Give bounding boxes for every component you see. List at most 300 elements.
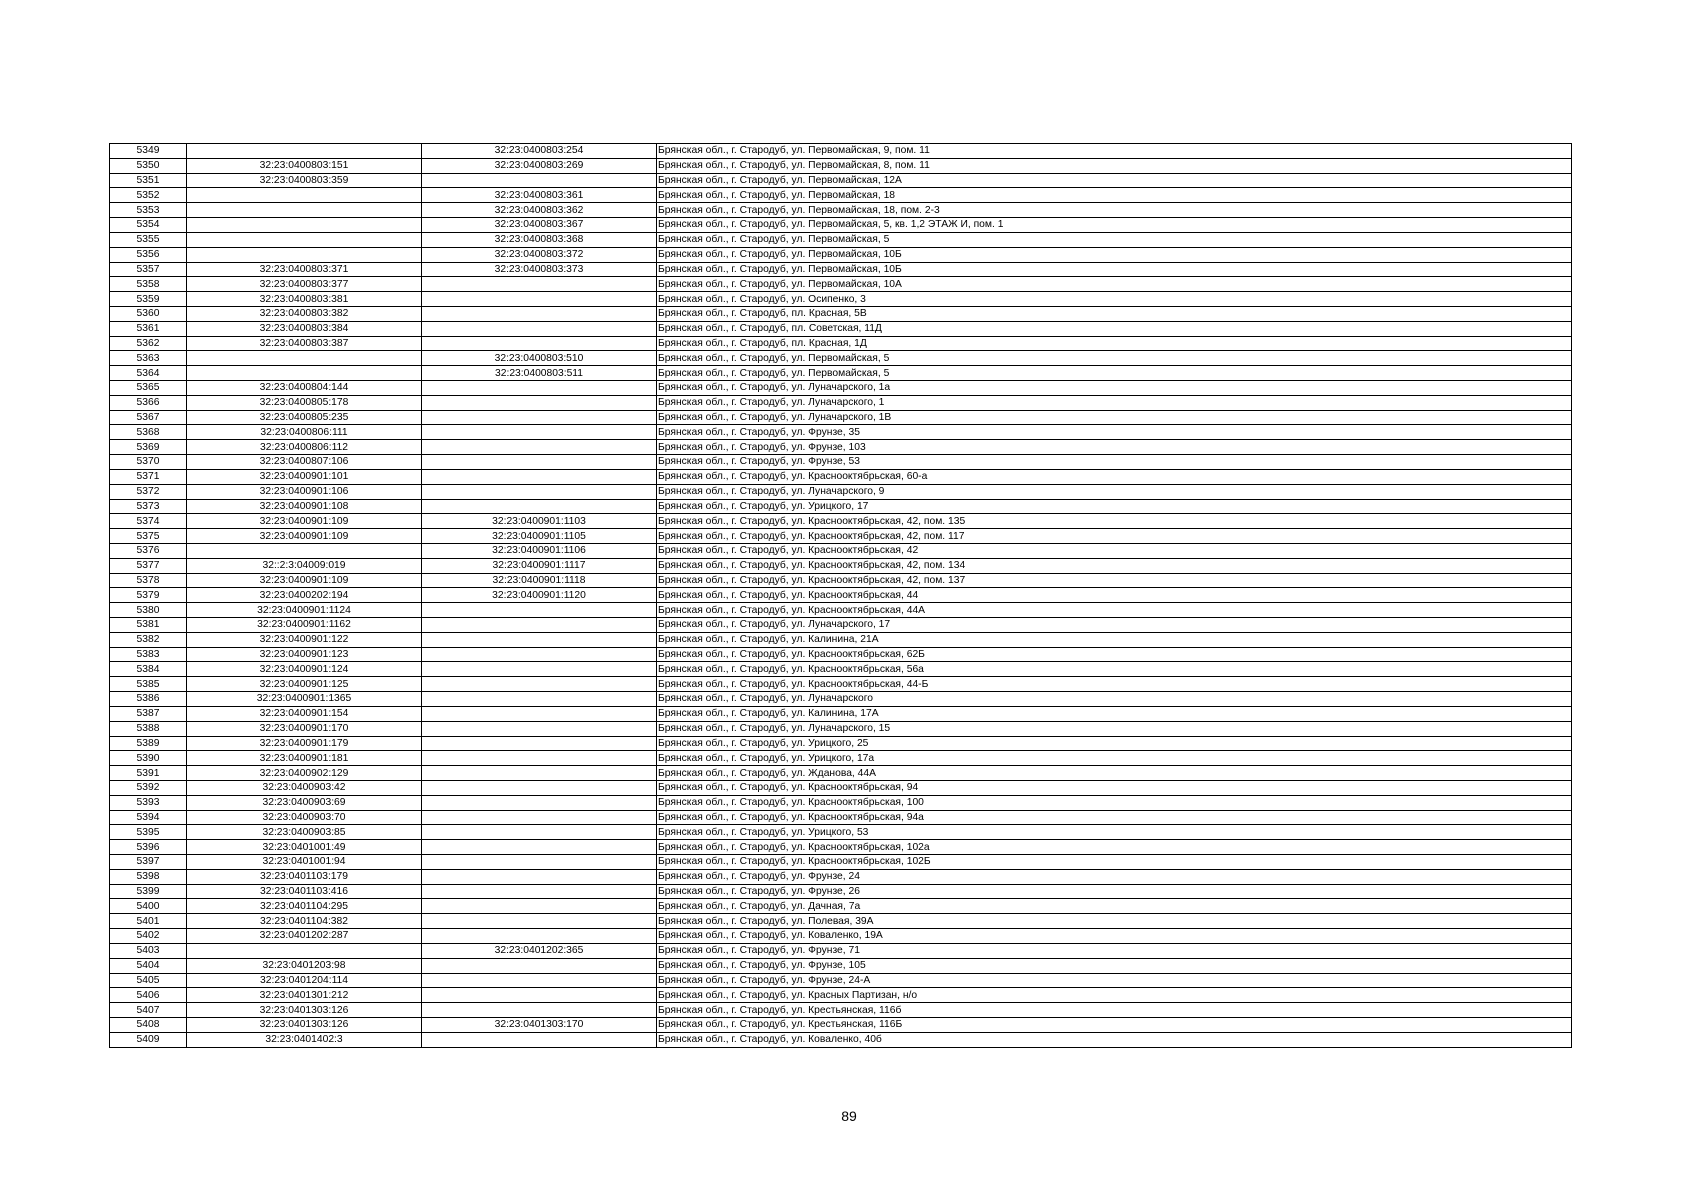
table-row [110, 232, 1572, 247]
cadastral-number-cell: 32:23:0401203:98 [187, 958, 422, 973]
cadastral-number-cell: 32:23:0400804:144 [187, 381, 422, 396]
related-cadastral-number-cell [422, 455, 657, 470]
cadastral-number-cell [187, 218, 422, 233]
cadastral-number-cell: 32:23:0400803:151 [187, 158, 422, 173]
table-row [110, 869, 1572, 884]
table-row [110, 1017, 1572, 1032]
cadastral-number-cell: 32:23:0400903:85 [187, 825, 422, 840]
cadastral-number-cell: 32:23:0400901:125 [187, 677, 422, 692]
related-cadastral-number-cell [422, 632, 657, 647]
table-row [110, 218, 1572, 233]
row-number-cell: 5408 [110, 1017, 187, 1032]
cadastral-number-cell: 32:23:0401103:179 [187, 869, 422, 884]
table-row [110, 736, 1572, 751]
address-cell: Брянская обл., г. Стародуб, ул. Луначарского, 1а [657, 381, 1572, 396]
related-cadastral-number-cell: 32:23:0400803:510 [422, 351, 657, 366]
cadastral-number-cell [187, 543, 422, 558]
row-number-cell: 5394 [110, 810, 187, 825]
cadastral-number-cell: 32:23:0400901:1365 [187, 692, 422, 707]
related-cadastral-number-cell: 32:23:0401303:170 [422, 1017, 657, 1032]
table-row [110, 514, 1572, 529]
table-row [110, 499, 1572, 514]
table-row [110, 1032, 1572, 1047]
row-number-cell: 5399 [110, 884, 187, 899]
cadastral-number-cell: 32:23:0401301:212 [187, 988, 422, 1003]
address-cell: Брянская обл., г. Стародуб, ул. Первомайская, 12А [657, 173, 1572, 188]
address-cell: Брянская обл., г. Стародуб, ул. Первомайская, 5 [657, 366, 1572, 381]
table-row [110, 351, 1572, 366]
cadastral-number-cell: 32:23:0400901:154 [187, 706, 422, 721]
address-cell: Брянская обл., г. Стародуб, ул. Луначарского, 1В [657, 410, 1572, 425]
related-cadastral-number-cell [422, 425, 657, 440]
cadastral-number-cell: 32:23:0400903:69 [187, 795, 422, 810]
related-cadastral-number-cell [422, 395, 657, 410]
address-cell: Брянская обл., г. Стародуб, ул. Фрунзе, 103 [657, 440, 1572, 455]
address-cell: Брянская обл., г. Стародуб, ул. Полевая, 39А [657, 914, 1572, 929]
cadastral-number-cell: 32:23:0400803:382 [187, 306, 422, 321]
cadastral-number-cell: 32:23:0400901:1162 [187, 618, 422, 633]
cadastral-number-cell [187, 203, 422, 218]
row-number-cell: 5367 [110, 410, 187, 425]
related-cadastral-number-cell [422, 884, 657, 899]
cadastral-number-cell: 32:23:0400202:194 [187, 588, 422, 603]
cadastral-number-cell: 32:23:0400901:109 [187, 529, 422, 544]
row-number-cell: 5391 [110, 766, 187, 781]
related-cadastral-number-cell [422, 603, 657, 618]
table-row [110, 780, 1572, 795]
related-cadastral-number-cell [422, 173, 657, 188]
cadastral-number-cell [187, 144, 422, 159]
row-number-cell: 5349 [110, 144, 187, 159]
row-number-cell: 5406 [110, 988, 187, 1003]
cadastral-number-cell: 32:23:0400901:170 [187, 721, 422, 736]
table-row [110, 647, 1572, 662]
address-cell: Брянская обл., г. Стародуб, ул. Урицкого, 17 [657, 499, 1572, 514]
row-number-cell: 5403 [110, 943, 187, 958]
address-cell: Брянская обл., г. Стародуб, ул. Краснооктябрьская, 60-а [657, 469, 1572, 484]
table-row [110, 203, 1572, 218]
cadastral-number-cell: 32:23:0400901:109 [187, 573, 422, 588]
cadastral-number-cell: 32:23:0400901:1124 [187, 603, 422, 618]
cadastral-number-cell: 32:23:0401104:295 [187, 899, 422, 914]
table-row [110, 410, 1572, 425]
related-cadastral-number-cell: 32:23:0400803:254 [422, 144, 657, 159]
address-cell: Брянская обл., г. Стародуб, ул. Краснооктябрьская, 42, пом. 135 [657, 514, 1572, 529]
related-cadastral-number-cell [422, 440, 657, 455]
related-cadastral-number-cell: 32:23:0400803:269 [422, 158, 657, 173]
related-cadastral-number-cell [422, 692, 657, 707]
cadastral-number-cell: 32:23:0400805:178 [187, 395, 422, 410]
table-row [110, 588, 1572, 603]
address-cell: Брянская обл., г. Стародуб, ул. Фрунзе, 53 [657, 455, 1572, 470]
related-cadastral-number-cell [422, 988, 657, 1003]
address-cell: Брянская обл., г. Стародуб, ул. Крестьянская, 116б [657, 1003, 1572, 1018]
address-cell: Брянская обл., г. Стародуб, ул. Краснооктябрьская, 102а [657, 840, 1572, 855]
cadastral-number-cell [187, 247, 422, 262]
cadastral-number-cell: 32:23:0400805:235 [187, 410, 422, 425]
table-row [110, 558, 1572, 573]
cadastral-number-cell: 32:23:0400901:101 [187, 469, 422, 484]
table-row [110, 366, 1572, 381]
related-cadastral-number-cell: 32:23:0400803:511 [422, 366, 657, 381]
related-cadastral-number-cell: 32:23:0400901:1118 [422, 573, 657, 588]
cadastral-number-cell: 32:23:0400902:129 [187, 766, 422, 781]
related-cadastral-number-cell [422, 1003, 657, 1018]
table-row [110, 855, 1572, 870]
table-row [110, 484, 1572, 499]
cadastral-number-cell: 32:23:0400901:179 [187, 736, 422, 751]
row-number-cell: 5390 [110, 751, 187, 766]
related-cadastral-number-cell [422, 958, 657, 973]
row-number-cell: 5352 [110, 188, 187, 203]
related-cadastral-number-cell: 32:23:0400901:1105 [422, 529, 657, 544]
address-cell: Брянская обл., г. Стародуб, ул. Краснооктябрьская, 100 [657, 795, 1572, 810]
row-number-cell: 5396 [110, 840, 187, 855]
cadastral-number-cell: 32:23:0400901:109 [187, 514, 422, 529]
related-cadastral-number-cell [422, 618, 657, 633]
table-row [110, 1003, 1572, 1018]
related-cadastral-number-cell: 32:23:0401202:365 [422, 943, 657, 958]
related-cadastral-number-cell [422, 973, 657, 988]
row-number-cell: 5398 [110, 869, 187, 884]
related-cadastral-number-cell [422, 780, 657, 795]
related-cadastral-number-cell [422, 381, 657, 396]
related-cadastral-number-cell [422, 840, 657, 855]
cadastral-number-cell: 32:23:0400901:181 [187, 751, 422, 766]
related-cadastral-number-cell: 32:23:0400803:361 [422, 188, 657, 203]
table-row [110, 825, 1572, 840]
row-number-cell: 5362 [110, 336, 187, 351]
table-row [110, 321, 1572, 336]
table-row [110, 840, 1572, 855]
row-number-cell: 5374 [110, 514, 187, 529]
row-number-cell: 5359 [110, 292, 187, 307]
address-cell: Брянская обл., г. Стародуб, ул. Луначарского, 17 [657, 618, 1572, 633]
row-number-cell: 5354 [110, 218, 187, 233]
related-cadastral-number-cell [422, 484, 657, 499]
cadastral-number-cell: 32:23:0400901:124 [187, 662, 422, 677]
table-row [110, 810, 1572, 825]
cadastral-number-cell: 32:23:0401103:416 [187, 884, 422, 899]
address-cell: Брянская обл., г. Стародуб, пл. Красная, 5В [657, 306, 1572, 321]
cadastral-number-cell: 32:23:0400901:108 [187, 499, 422, 514]
table-row [110, 543, 1572, 558]
table-row [110, 884, 1572, 899]
row-number-cell: 5389 [110, 736, 187, 751]
cadastral-number-cell: 32:23:0400806:111 [187, 425, 422, 440]
table-row [110, 381, 1572, 396]
address-cell: Брянская обл., г. Стародуб, ул. Первомайская, 5 [657, 232, 1572, 247]
address-cell: Брянская обл., г. Стародуб, ул. Коваленко, 19А [657, 929, 1572, 944]
table-row [110, 455, 1572, 470]
row-number-cell: 5387 [110, 706, 187, 721]
table-row [110, 766, 1572, 781]
related-cadastral-number-cell [422, 677, 657, 692]
related-cadastral-number-cell [422, 766, 657, 781]
table-row [110, 973, 1572, 988]
address-cell: Брянская обл., г. Стародуб, ул. Луначарского, 15 [657, 721, 1572, 736]
row-number-cell: 5360 [110, 306, 187, 321]
row-number-cell: 5376 [110, 543, 187, 558]
address-cell: Брянская обл., г. Стародуб, ул. Коваленко, 40б [657, 1032, 1572, 1047]
related-cadastral-number-cell [422, 825, 657, 840]
related-cadastral-number-cell [422, 277, 657, 292]
address-cell: Брянская обл., г. Стародуб, ул. Краснооктябрьская, 102Б [657, 855, 1572, 870]
address-cell: Брянская обл., г. Стародуб, ул. Первомайская, 10Б [657, 262, 1572, 277]
table-row [110, 692, 1572, 707]
address-cell: Брянская обл., г. Стародуб, ул. Краснооктябрьская, 42, пом. 137 [657, 573, 1572, 588]
cadastral-number-cell: 32:23:0400803:384 [187, 321, 422, 336]
address-cell: Брянская обл., г. Стародуб, ул. Краснооктябрьская, 44 [657, 588, 1572, 603]
address-cell: Брянская обл., г. Стародуб, ул. Первомайская, 10Б [657, 247, 1572, 262]
table-row [110, 440, 1572, 455]
row-number-cell: 5366 [110, 395, 187, 410]
address-cell: Брянская обл., г. Стародуб, ул. Краснооктябрьская, 42 [657, 543, 1572, 558]
row-number-cell: 5382 [110, 632, 187, 647]
address-cell: Брянская обл., г. Стародуб, ул. Первомайская, 5, кв. 1,2 ЭТАЖ И, пом. 1 [657, 218, 1572, 233]
table-row [110, 306, 1572, 321]
row-number-cell: 5351 [110, 173, 187, 188]
cadastral-number-cell: 32:23:0401303:126 [187, 1003, 422, 1018]
address-cell: Брянская обл., г. Стародуб, ул. Крестьянская, 116Б [657, 1017, 1572, 1032]
address-cell: Брянская обл., г. Стародуб, ул. Краснооктябрьская, 42, пом. 134 [657, 558, 1572, 573]
cadastral-number-cell: 32:23:0400803:387 [187, 336, 422, 351]
related-cadastral-number-cell [422, 306, 657, 321]
related-cadastral-number-cell [422, 795, 657, 810]
row-number-cell: 5378 [110, 573, 187, 588]
table-row [110, 988, 1572, 1003]
cadastral-number-cell [187, 351, 422, 366]
table-row [110, 247, 1572, 262]
cadastral-number-cell: 32:23:0401202:287 [187, 929, 422, 944]
table-row [110, 573, 1572, 588]
row-number-cell: 5407 [110, 1003, 187, 1018]
table-row [110, 144, 1572, 159]
row-number-cell: 5369 [110, 440, 187, 455]
row-number-cell: 5373 [110, 499, 187, 514]
address-cell: Брянская обл., г. Стародуб, ул. Первомайская, 9, пом. 11 [657, 144, 1572, 159]
address-cell: Брянская обл., г. Стародуб, ул. Краснооктябрьская, 62Б [657, 647, 1572, 662]
row-number-cell: 5363 [110, 351, 187, 366]
cadastral-number-cell: 32:23:0400901:106 [187, 484, 422, 499]
related-cadastral-number-cell [422, 1032, 657, 1047]
cadastral-number-cell: 32:23:0400806:112 [187, 440, 422, 455]
related-cadastral-number-cell [422, 336, 657, 351]
table-row [110, 277, 1572, 292]
table-row [110, 336, 1572, 351]
row-number-cell: 5372 [110, 484, 187, 499]
row-number-cell: 5356 [110, 247, 187, 262]
page-number: 89 [841, 1108, 857, 1124]
cadastral-number-cell: 32:23:0401204:114 [187, 973, 422, 988]
table-row [110, 929, 1572, 944]
table-row [110, 188, 1572, 203]
row-number-cell: 5364 [110, 366, 187, 381]
table-row [110, 677, 1572, 692]
row-number-cell: 5358 [110, 277, 187, 292]
related-cadastral-number-cell [422, 929, 657, 944]
cadastral-number-cell: 32:23:0400901:123 [187, 647, 422, 662]
address-cell: Брянская обл., г. Стародуб, ул. Фрунзе, 35 [657, 425, 1572, 440]
cadastral-number-cell [187, 188, 422, 203]
address-cell: Брянская обл., г. Стародуб, ул. Луначарского [657, 692, 1572, 707]
address-cell: Брянская обл., г. Стародуб, ул. Красных Партизан, н/о [657, 988, 1572, 1003]
row-number-cell: 5383 [110, 647, 187, 662]
row-number-cell: 5405 [110, 973, 187, 988]
related-cadastral-number-cell [422, 751, 657, 766]
address-cell: Брянская обл., г. Стародуб, ул. Луначарского, 1 [657, 395, 1572, 410]
table-row [110, 158, 1572, 173]
row-number-cell: 5377 [110, 558, 187, 573]
cadastral-number-cell: 32::2:3:04009:019 [187, 558, 422, 573]
address-cell: Брянская обл., г. Стародуб, ул. Урицкого, 17а [657, 751, 1572, 766]
related-cadastral-number-cell: 32:23:0400901:1117 [422, 558, 657, 573]
table-row [110, 603, 1572, 618]
table-row [110, 173, 1572, 188]
address-cell: Брянская обл., г. Стародуб, ул. Первомайская, 10А [657, 277, 1572, 292]
cadastral-number-cell: 32:23:0400803:371 [187, 262, 422, 277]
related-cadastral-number-cell [422, 647, 657, 662]
address-cell: Брянская обл., г. Стародуб, ул. Фрунзе, 71 [657, 943, 1572, 958]
table-row [110, 262, 1572, 277]
address-cell: Брянская обл., г. Стародуб, ул. Первомайская, 18 [657, 188, 1572, 203]
related-cadastral-number-cell [422, 855, 657, 870]
row-number-cell: 5355 [110, 232, 187, 247]
table-row [110, 292, 1572, 307]
cadastral-number-cell [187, 366, 422, 381]
table-row [110, 632, 1572, 647]
related-cadastral-number-cell [422, 410, 657, 425]
table-row [110, 469, 1572, 484]
address-cell: Брянская обл., г. Стародуб, пл. Советская, 11Д [657, 321, 1572, 336]
table-row [110, 899, 1572, 914]
address-cell: Брянская обл., г. Стародуб, ул. Урицкого, 25 [657, 736, 1572, 751]
cadastral-number-cell: 32:23:0401001:94 [187, 855, 422, 870]
cadastral-number-cell: 32:23:0401104:382 [187, 914, 422, 929]
cadastral-number-cell: 32:23:0400903:70 [187, 810, 422, 825]
row-number-cell: 5381 [110, 618, 187, 633]
related-cadastral-number-cell [422, 810, 657, 825]
row-number-cell: 5375 [110, 529, 187, 544]
address-cell: Брянская обл., г. Стародуб, ул. Первомайская, 18, пом. 2-3 [657, 203, 1572, 218]
row-number-cell: 5397 [110, 855, 187, 870]
address-cell: Брянская обл., г. Стародуб, ул. Краснооктябрьская, 42, пом. 117 [657, 529, 1572, 544]
address-cell: Брянская обл., г. Стародуб, ул. Краснооктябрьская, 44А [657, 603, 1572, 618]
related-cadastral-number-cell: 32:23:0400901:1106 [422, 543, 657, 558]
address-cell: Брянская обл., г. Стародуб, ул. Калинина, 21А [657, 632, 1572, 647]
cadastral-number-cell: 32:23:0400901:122 [187, 632, 422, 647]
row-number-cell: 5379 [110, 588, 187, 603]
cadastral-number-cell [187, 943, 422, 958]
address-cell: Брянская обл., г. Стародуб, ул. Луначарского, 9 [657, 484, 1572, 499]
table-row [110, 618, 1572, 633]
row-number-cell: 5357 [110, 262, 187, 277]
row-number-cell: 5384 [110, 662, 187, 677]
row-number-cell: 5380 [110, 603, 187, 618]
related-cadastral-number-cell: 32:23:0400803:362 [422, 203, 657, 218]
cadastral-number-cell: 32:23:0401402:3 [187, 1032, 422, 1047]
address-cell: Брянская обл., г. Стародуб, ул. Жданова, 44А [657, 766, 1572, 781]
table-row [110, 706, 1572, 721]
related-cadastral-number-cell [422, 721, 657, 736]
address-cell: Брянская обл., г. Стародуб, ул. Фрунзе, 24-А [657, 973, 1572, 988]
related-cadastral-number-cell: 32:23:0400803:373 [422, 262, 657, 277]
address-cell: Брянская обл., г. Стародуб, ул. Первомайская, 5 [657, 351, 1572, 366]
cadastral-number-cell: 32:23:0400807:106 [187, 455, 422, 470]
register-table-body [110, 144, 1572, 1048]
table-row [110, 958, 1572, 973]
address-cell: Брянская обл., г. Стародуб, ул. Урицкого, 53 [657, 825, 1572, 840]
related-cadastral-number-cell: 32:23:0400901:1120 [422, 588, 657, 603]
related-cadastral-number-cell [422, 662, 657, 677]
row-number-cell: 5385 [110, 677, 187, 692]
row-number-cell: 5409 [110, 1032, 187, 1047]
row-number-cell: 5386 [110, 692, 187, 707]
related-cadastral-number-cell: 32:23:0400901:1103 [422, 514, 657, 529]
related-cadastral-number-cell [422, 736, 657, 751]
cadastral-number-cell: 32:23:0400803:359 [187, 173, 422, 188]
address-cell: Брянская обл., г. Стародуб, ул. Первомайская, 8, пом. 11 [657, 158, 1572, 173]
row-number-cell: 5388 [110, 721, 187, 736]
row-number-cell: 5392 [110, 780, 187, 795]
table-row [110, 425, 1572, 440]
row-number-cell: 5365 [110, 381, 187, 396]
related-cadastral-number-cell [422, 499, 657, 514]
table-row [110, 662, 1572, 677]
address-cell: Брянская обл., г. Стародуб, ул. Краснооктябрьская, 94 [657, 780, 1572, 795]
related-cadastral-number-cell [422, 869, 657, 884]
address-cell: Брянская обл., г. Стародуб, ул. Краснооктябрьская, 94а [657, 810, 1572, 825]
table-row [110, 721, 1572, 736]
cadastral-number-cell: 32:23:0400903:42 [187, 780, 422, 795]
table-row [110, 795, 1572, 810]
related-cadastral-number-cell [422, 914, 657, 929]
related-cadastral-number-cell [422, 321, 657, 336]
row-number-cell: 5368 [110, 425, 187, 440]
row-number-cell: 5402 [110, 929, 187, 944]
row-number-cell: 5371 [110, 469, 187, 484]
row-number-cell: 5404 [110, 958, 187, 973]
address-cell: Брянская обл., г. Стародуб, ул. Фрунзе, 105 [657, 958, 1572, 973]
row-number-cell: 5361 [110, 321, 187, 336]
row-number-cell: 5395 [110, 825, 187, 840]
register-table [109, 143, 1572, 1048]
related-cadastral-number-cell: 32:23:0400803:372 [422, 247, 657, 262]
row-number-cell: 5370 [110, 455, 187, 470]
address-cell: Брянская обл., г. Стародуб, пл. Красная, 1Д [657, 336, 1572, 351]
table-row [110, 529, 1572, 544]
related-cadastral-number-cell: 32:23:0400803:367 [422, 218, 657, 233]
row-number-cell: 5400 [110, 899, 187, 914]
address-cell: Брянская обл., г. Стародуб, ул. Краснооктябрьская, 56а [657, 662, 1572, 677]
cadastral-number-cell: 32:23:0401001:49 [187, 840, 422, 855]
related-cadastral-number-cell [422, 899, 657, 914]
address-cell: Брянская обл., г. Стародуб, ул. Фрунзе, 26 [657, 884, 1572, 899]
address-cell: Брянская обл., г. Стародуб, ул. Осипенко, 3 [657, 292, 1572, 307]
address-cell: Брянская обл., г. Стародуб, ул. Дачная, 7а [657, 899, 1572, 914]
cadastral-number-cell: 32:23:0400803:377 [187, 277, 422, 292]
related-cadastral-number-cell [422, 469, 657, 484]
row-number-cell: 5353 [110, 203, 187, 218]
cadastral-number-cell: 32:23:0401303:126 [187, 1017, 422, 1032]
related-cadastral-number-cell [422, 706, 657, 721]
table-row [110, 395, 1572, 410]
row-number-cell: 5401 [110, 914, 187, 929]
row-number-cell: 5393 [110, 795, 187, 810]
address-cell: Брянская обл., г. Стародуб, ул. Краснооктябрьская, 44-Б [657, 677, 1572, 692]
row-number-cell: 5350 [110, 158, 187, 173]
address-cell: Брянская обл., г. Стародуб, ул. Фрунзе, 24 [657, 869, 1572, 884]
